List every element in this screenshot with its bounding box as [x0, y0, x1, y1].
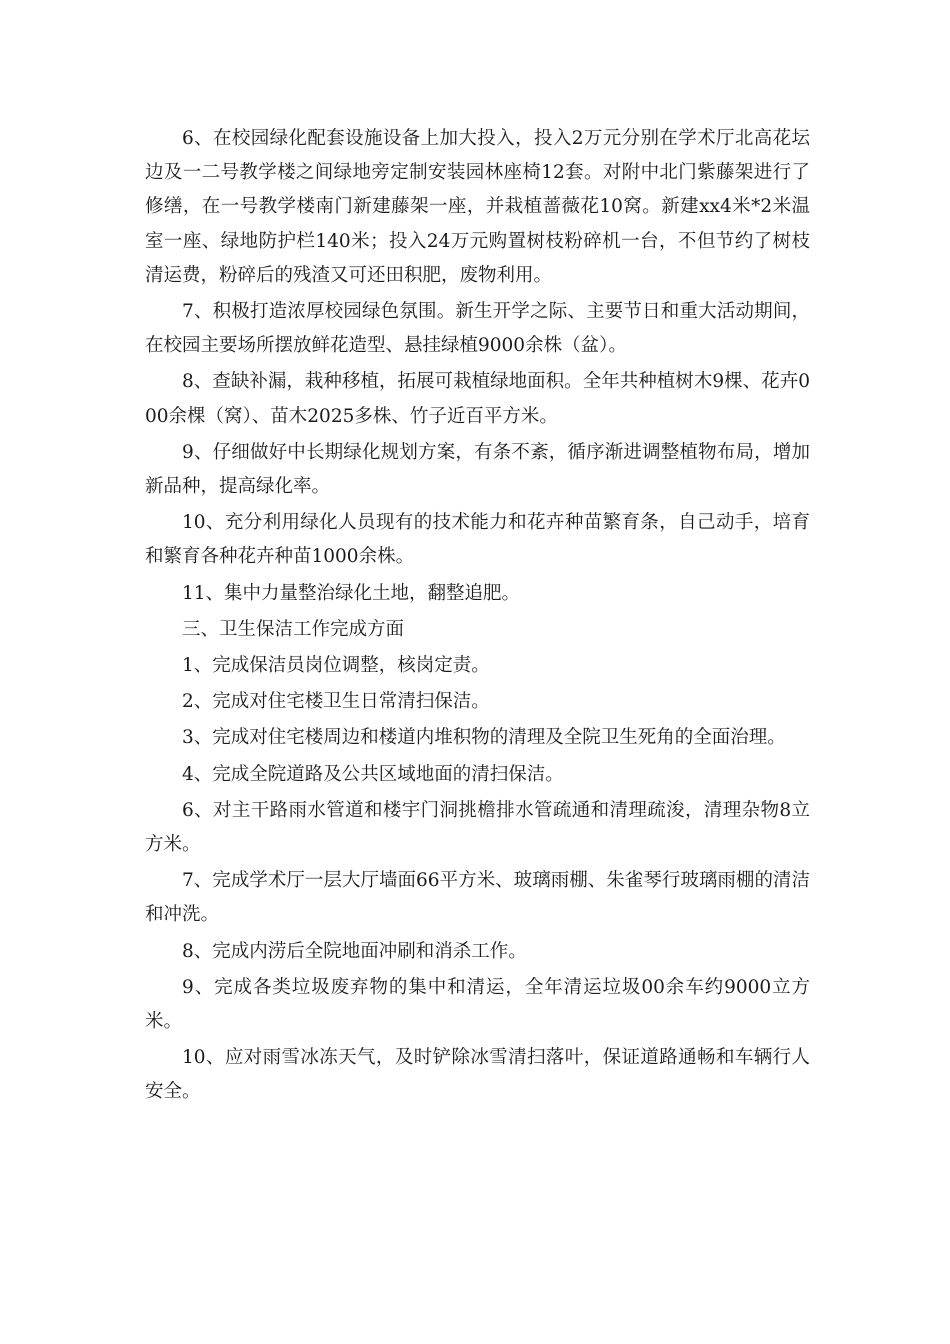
paragraph-cleaning-3: 3、完成对住宅楼周边和楼道内堆积物的清理及全院卫生死角的全面治理。 [182, 727, 786, 749]
paragraph-green-atmosphere: 7、积极打造浓厚校园绿色氛围。新生开学之际、主要节日和重大活动期间，在校园主要场所摆放鲜花造型、悬挂绿植9000余株（盆）。 [145, 301, 810, 357]
paragraph-cleaning-8: 8、完成内涝后全院地面冲刷和消杀工作。 [182, 940, 527, 962]
paragraph-seedling-breeding: 10、充分利用绿化人员现有的技术能力和花卉种苗繁育条，自己动手，培育和繁育各种花卉种苗1000余株。 [145, 512, 810, 568]
paragraph-cleaning-4: 4、完成全院道路及公共区域地面的清扫保洁。 [182, 763, 564, 785]
document-body [145, 122, 810, 1112]
paragraph-cleaning-2: 2、完成对住宅楼卫生日常清扫保洁。 [182, 691, 490, 713]
paragraph-land-renovation: 11、集中力量整治绿化土地，翻整追肥。 [182, 582, 521, 604]
paragraph-planting: 8、查缺补漏，栽种移植，拓展可栽植绿地面积。全年共种植树木9棵、花卉000余棵（窝）、苗木2025多株、竹子近百平方米。 [145, 371, 810, 427]
paragraph-cleaning-7: 7、完成学术厅一层大厅墙面66平方米、玻璃雨棚、朱雀琴行玻璃雨棚的清洁和冲洗。 [145, 870, 810, 926]
paragraph-cleaning-10: 10、应对雨雪冰冻天气，及时铲除冰雪清扫落叶，保证道路通畅和车辆行人安全。 [145, 1047, 810, 1103]
paragraph-green-facilities: 6、在校园绿化配套设施设备上加大投入，投入2万元分别在学术厅北高花坛边及一二号教学楼之间绿地旁定制安装园林座椅12套。对附中北门紫藤架进行了修缮，在一号教学楼南门新建藤架一座，并栽植蔷薇花10窝。新建xx4米*2米温室一座、绿地防护栏140米；投入24万元购置树枝粉碎机一台，不但节约了树枝清运费，粉碎后的残渣又可还田积肥，废物利用。 [145, 128, 810, 286]
paragraph-green-planning: 9、仔细做好中长期绿化规划方案，有条不紊，循序渐进调整植物布局，增加新品种，提高绿化率。 [145, 441, 810, 498]
paragraph-cleaning-6: 6、对主干路雨水管道和楼宇门洞挑檐排水管疏通和清理疏浚，清理杂物8立方米。 [145, 799, 810, 856]
paragraph-cleaning-1: 1、完成保洁员岗位调整，核岗定责。 [182, 655, 490, 677]
paragraph-cleaning-9: 9、完成各类垃圾废弃物的集中和清运，全年清运垃圾00余车约9000立方米。 [145, 976, 810, 1033]
section-heading-cleaning: 三、卫生保洁工作完成方面 [182, 618, 405, 640]
